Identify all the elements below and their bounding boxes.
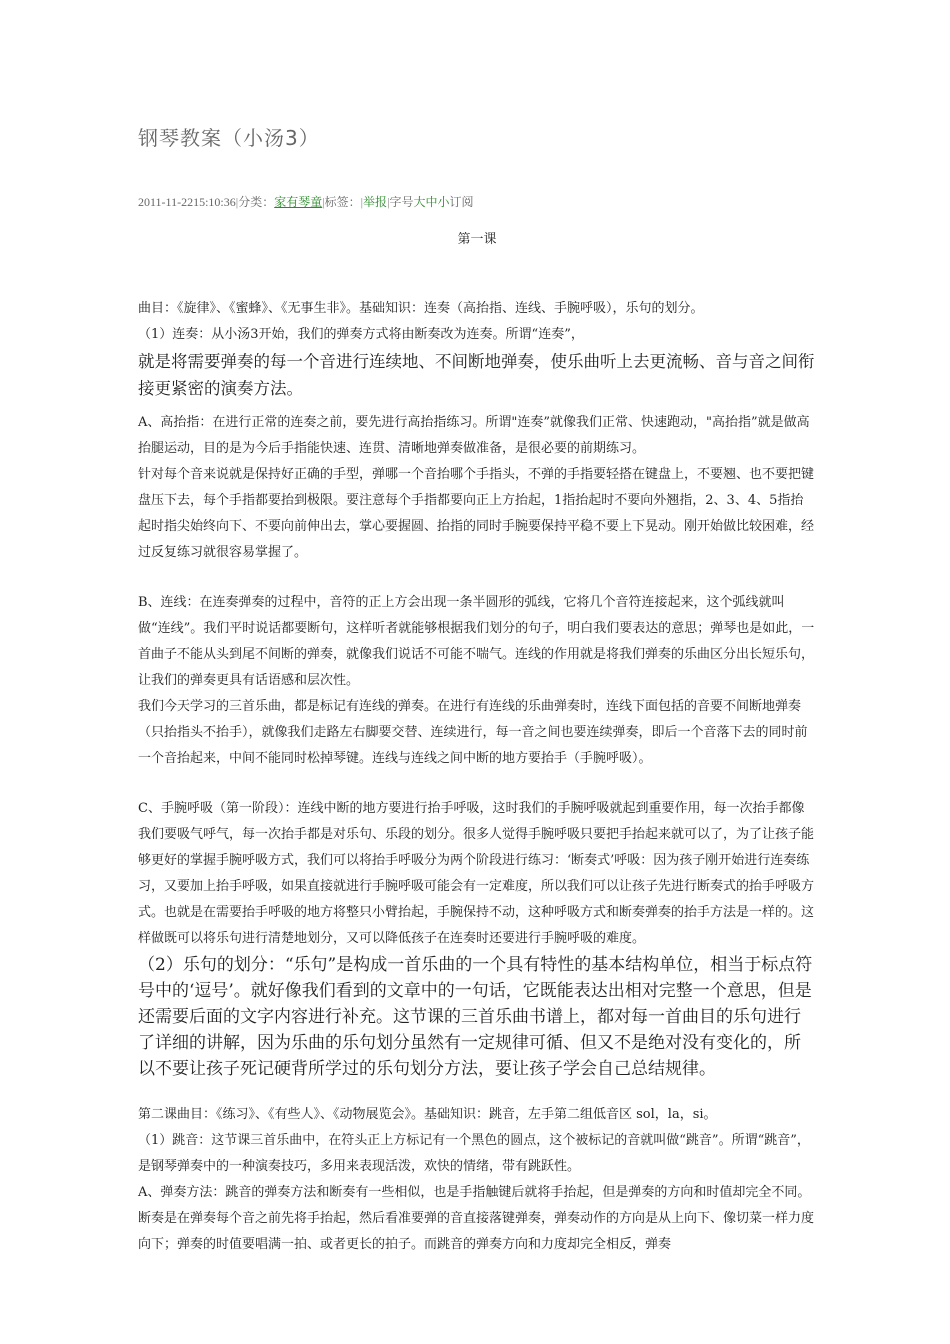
paragraph: （1）连奏：从小汤3开始，我们的弹奏方式将由断奏改为连奏。所谓“连奏”， bbox=[138, 327, 584, 342]
font-size-large-link[interactable]: 大 bbox=[413, 195, 426, 209]
paragraph: A、高抬指：在进行正常的连奏之前，要先进行高抬指练习。所谓"连奏”就像我们正常、快速跑动，"高抬指”就是做高抬腿运动，目的是为今后手指能快速、连贯、清晰地弹奏做准备，是很必要的前期练习。 bbox=[138, 415, 810, 456]
font-size-small-link[interactable]: 小 bbox=[437, 195, 450, 209]
paragraph-large: 就是将需要弹奏的每一个音进行连续地、不间断地弹奏，使乐曲听上去更流畅、音与音之间衔接更紧密的演奏方法。 bbox=[138, 352, 815, 398]
paragraph: （1）跳音：这节课三首乐曲中，在符头正上方标记有一个黑色的圆点，这个被标记的音就叫做“跳音”。所谓“跳音”，是钢琴弹奏中的一种演奏技巧，多用来表现活泼，欢快的情绪，带有跳跃性。 bbox=[138, 1133, 810, 1174]
category-label: 分类： bbox=[238, 195, 275, 209]
article-body bbox=[138, 296, 816, 1258]
paragraph: 针对每个音来说就是保持好正确的手型，弹哪一个音抬哪个手指头，不弹的手指要轻搭在键盘上，不要翘、也不要把键盘压下去，每个手指都要抬到极限。要注意每个手指都要向正上方抬起，1指抬起时不要向外翘指，2、3、4、5指抬起时指尖始终向下、不要向前伸出去，掌心要握圆、抬指的同时手腕要保持平稳不要上下晃动。刚开始做比较困难，经过反复练习就很容易掌握了。 bbox=[138, 467, 815, 560]
category-link[interactable]: 家有琴童 bbox=[274, 195, 323, 209]
post-datetime: 2011-11-2215:10:36 bbox=[138, 195, 236, 209]
meta-separator: | bbox=[322, 195, 325, 209]
page-title: 钢琴教案（小汤3） bbox=[138, 126, 320, 150]
font-size-medium-link[interactable]: 中 bbox=[425, 195, 438, 209]
font-size-label: 字号 bbox=[389, 195, 414, 209]
report-link[interactable]: 举报 bbox=[363, 195, 388, 209]
paragraph: A、弹奏方法：跳音的弹奏方法和断奏有一些相似，也是手指触键后就将手抬起，但是弹奏的方向和时值却完全不同。断奏是在弹奏每个音之前先将手抬起，然后看准要弹的音直接落键弹奏，弹奏动作的方向是从上向下、像切菜一样力度向下；弹奏的时值要唱满一拍、或者更长的拍子。而跳音的弹奏方向和力度却完全相反，弹奏 bbox=[138, 1185, 815, 1252]
meta-separator: | bbox=[360, 195, 364, 209]
paragraph: B、连线：在连奏弹奏的过程中，音符的正上方会出现一条半圆形的弧线，它将几个音符连接起来，这个弧线就叫做“连线”。我们平时说话都要断句，这样听者就能够根据我们划分的句子，明白我们要表达的意思；弹琴也是如此，一首曲子不能从头到尾不间断的弹奏，就像我们说话不可能不喘气。连线的作用就是将我们弹奏的乐曲区分出长短乐句，让我们的弹奏更具有话语感和层次性。 bbox=[138, 595, 815, 688]
lesson-heading: 第一课 bbox=[457, 232, 497, 247]
meta-separator: | bbox=[235, 195, 239, 209]
tags-label: 标签： bbox=[324, 195, 361, 209]
post-meta bbox=[138, 193, 474, 210]
subscribe-link[interactable]: 订阅 bbox=[449, 195, 474, 209]
meta-separator: | bbox=[387, 195, 390, 209]
paragraph: 我们今天学习的三首乐曲，都是标记有连线的弹奏。在进行有连线的乐曲弹奏时，连线下面包括的音要不间断地弹奏（只抬指头不抬手），就像我们走路左右脚要交替、连续进行，每一音之间也要连续弹奏，即后一个音落下去的同时前一个音抬起来，中间不能同时松掉琴键。连线与连线之间中断的地方要抬手（手腕呼吸）。 bbox=[138, 699, 808, 766]
paragraph: 曲目：《旋律》、《蜜蜂》、《无事生非》。基础知识：连奏（高抬指、连线、手腕呼吸），乐句的划分。 bbox=[138, 301, 704, 316]
paragraph: C、手腕呼吸（第一阶段）：连线中断的地方要进行抬手呼吸，这时我们的手腕呼吸就起到重要作用，每一次抬手都像我们要吸气呼气，每一次抬手都是对乐句、乐段的划分。很多人觉得手腕呼吸只要把手抬起来就可以了，为了让孩子能够更好的掌握手腕呼吸方式，我们可以将抬手呼吸分为两个阶段进行练习：‘断奏式’呼吸：因为孩子刚开始进行连奏练习，又要加上抬手呼吸，如果直接就进行手腕呼吸可能会有一定难度，所以我们可以让孩子先进行断奏式的抬手呼吸方式。也就是在需要抬手呼吸的地方将整只小臂抬起，手腕保持不动，这种呼吸方式和断奏弹奏的抬手方法是一样的。这样做既可以将乐句进行清楚地划分，又可以降低孩子在连奏时还要进行手腕呼吸的难度。 bbox=[138, 801, 815, 946]
paragraph-large: （2）乐句的划分：“乐句”是构成一首乐曲的一个具有特性的基本结构单位，相当于标点符号中的‘逗号’。就好像我们看到的文章中的一句话，它既能表达出相对完整一个意思，但是还需要后面的文字内容进行补充。这节课的三首乐曲书谱上，都对每一首曲目的乐句进行了详细的讲解，因为乐曲的乐句划分虽然有一定规律可循、但又不是绝对没有变化的，所以不要让孩子死记硬背所学过的乐句划分方法，要让孩子学会自己总结规律。 bbox=[138, 955, 813, 1079]
paragraph: 第二课曲目：《练习》、《有些人》、《动物展览会》。基础知识：跳音，左手第二组低音区 sol，la，si。 bbox=[138, 1107, 717, 1122]
